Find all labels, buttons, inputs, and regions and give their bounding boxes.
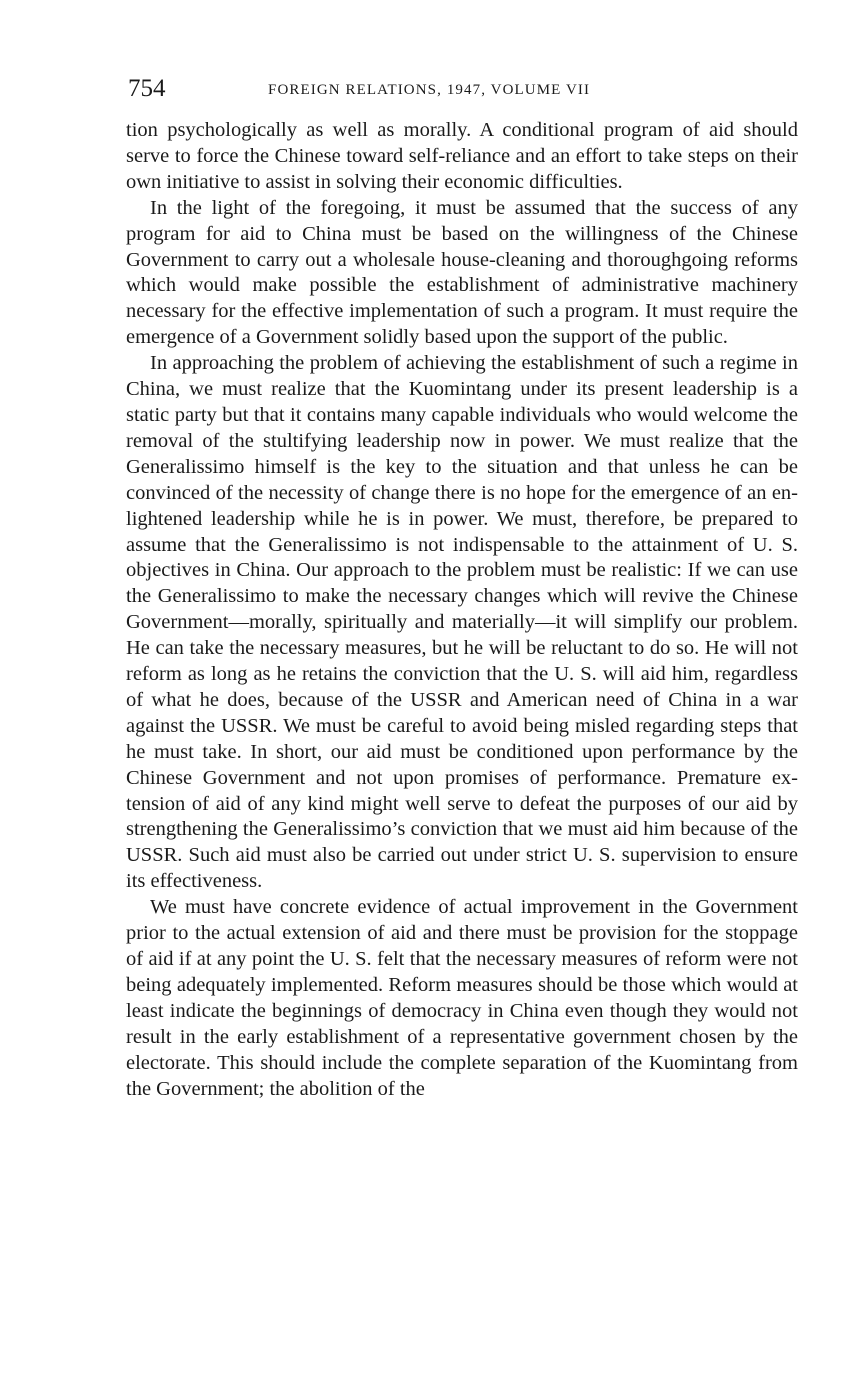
running-title: FOREIGN RELATIONS, 1947, VOLUME VII — [268, 82, 591, 98]
paragraph-2: In the light of the foregoing, it must be assumed that the success of any program for aid to China must be based on the willingness of the Chinese Government to carry out a wholesale house-cleaning and thoroughgoing reforms which would make possible the establishment of administrative machinery necessary for the effective implementation of such a program. It must require the emergence of a Government solidly based upon the support of the public. — [126, 196, 798, 349]
page-header — [128, 74, 798, 104]
paragraph-4: We must have concrete evidence of actual improvement in the Government prior to the actual extension of aid and there must be provision for the stoppage of aid if at any point the U. S. felt that the necessary measures of reform were not being adequately implemented. Reform measures should be those which would at least indicate the beginnings of democracy in China even though they would not result in the early establishment of a representative government chosen by the electorate. This should include the complete separation of the Kuomintang from the Government; the abolition of the — [126, 896, 798, 1100]
paragraph-1: tion psychologically as well as morally. A conditional program of aid should serve to force the Chinese toward self-reliance and an effort to take steps on their own initiative to assist in solving their economic difficulties. — [126, 119, 798, 193]
body-text — [126, 118, 798, 1102]
page-number: 754 — [128, 75, 166, 102]
paragraph-3: In approaching the problem of achieving the establishment of such a regime in China, we must realize that the Kuomintang under its present leadership is a static party but that it contains many capable individuals who would welcome the removal of the stultifying leadership now in power. We must realize that the Generalissimo himself is the key to the situation and that unless he can be convinced of the necessity of change there is no hope for the emergence of an enlightened leadership while he is in power. We must, therefore, be prepared to assume that the Generalissimo is not indispensable to the attainment of U. S. objectives in China. Our approach to the problem must be realistic: If we can use the Generalissimo to make the necessary changes which will revive the Chinese Government—morally, spiritually and materially—it will simplify our problem. He can take the necessary measures, but he will be reluctant to do so. He will not reform as long as he retains the conviction that the U. S. will aid him, regardless of what he does, because of the USSR and American need of China in a war against the USSR. We must be careful to avoid being misled regarding steps that he must take. In short, our aid must be conditioned upon performance by the Chinese Government and not upon promises of performance. Premature extension of aid of any kind might well serve to defeat the purposes of our aid by strengthening the Generalissimo’s conviction that we must aid him because of the USSR. Such aid must also be carried out under strict U. S. supervision to ensure its effectiveness. — [126, 352, 798, 893]
